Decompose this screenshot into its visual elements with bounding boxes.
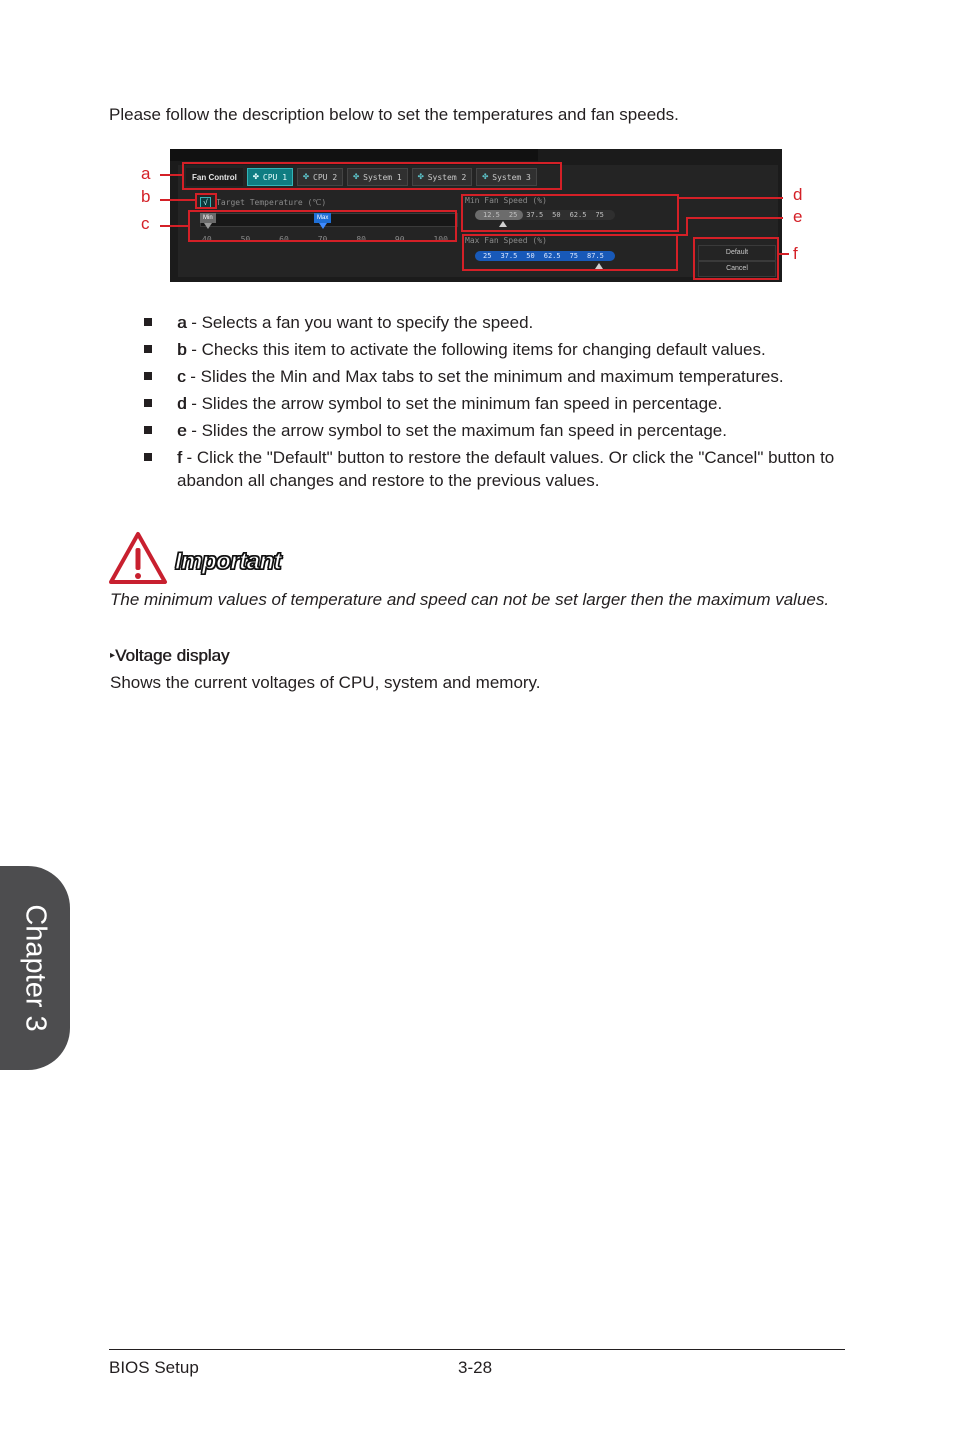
intro-text: Please follow the description below to set the temperatures and fan speeds.	[109, 105, 679, 124]
speed-value: 25	[483, 252, 492, 260]
callout-line-f	[779, 253, 789, 255]
bullet-square	[144, 453, 152, 461]
min-temperature-thumb[interactable]: Min	[200, 213, 216, 223]
speed-value: 50	[552, 211, 561, 219]
tick-label: 50	[240, 235, 251, 244]
cancel-button[interactable]: Cancel	[698, 261, 776, 277]
fan-icon: ✤	[252, 171, 259, 182]
bullet-text: - Selects a fan you want to specify the speed.	[186, 313, 534, 332]
bullet-square	[144, 399, 152, 407]
tab-label: System 3	[492, 172, 531, 182]
bullet-key: f	[177, 448, 182, 467]
callout-description-list	[144, 311, 864, 496]
fan-icon: ✤	[353, 171, 360, 182]
warning-icon	[108, 530, 168, 586]
callout-line-e	[686, 217, 783, 219]
callout-letter-a: a	[141, 164, 151, 183]
bullet-key: b	[177, 340, 187, 359]
screenshot-top-strip	[170, 149, 538, 161]
callout-line-d	[679, 197, 783, 199]
fan-control-label: Fan Control	[186, 168, 243, 186]
callout-line-e-joint	[678, 234, 688, 236]
bullet-square	[144, 345, 152, 353]
callout-box-f	[693, 237, 779, 280]
bullet-text: - Click the "Default" button to restore the default values. Or click the "Cancel" button to abandon all changes and restore to the previous values.	[177, 448, 835, 490]
voltage-display-description: Shows the current voltages of CPU, system and memory.	[110, 673, 541, 692]
tab-label: CPU 2	[313, 172, 338, 182]
target-temperature-checkbox[interactable]: √	[200, 197, 211, 208]
max-fan-speed-label: Max Fan Speed (%)	[465, 236, 547, 245]
speed-value: 50	[526, 252, 535, 260]
callout-box-c	[188, 210, 457, 242]
fan-icon: ✤	[303, 171, 310, 182]
callout-letter-e: e	[793, 207, 803, 226]
speed-value: 12.5	[483, 211, 500, 219]
list-item	[144, 338, 864, 361]
list-item	[144, 365, 864, 388]
bullet-square	[144, 426, 152, 434]
speed-value: 62.5	[569, 211, 587, 219]
bullet-key: e	[177, 421, 187, 440]
chapter-label: Chapter 3	[19, 904, 52, 1032]
tick-label: 60	[279, 235, 289, 244]
speed-value: 75	[595, 211, 604, 219]
callout-line-a	[160, 174, 182, 176]
voltage-heading-text: Voltage display	[115, 646, 230, 665]
voltage-display-heading	[110, 645, 229, 667]
speed-value: 37.5	[500, 252, 518, 260]
bullet-square	[144, 372, 152, 380]
tick-label: 70	[317, 235, 328, 244]
callout-letter-c: c	[141, 214, 150, 233]
fan-icon: ✤	[482, 171, 489, 182]
tick-label: 100	[433, 235, 448, 244]
fan-icon: ✤	[417, 171, 424, 182]
bullet-square	[144, 318, 152, 326]
speed-value: 75	[569, 252, 579, 260]
list-item	[144, 446, 864, 492]
bullet-key: d	[177, 394, 187, 413]
tab-label: System 1	[363, 172, 402, 182]
callout-box-a	[182, 162, 562, 190]
tab-label: CPU 1	[262, 172, 288, 182]
speed-value: 25	[508, 211, 518, 219]
callout-letter-b: b	[141, 187, 151, 206]
bullet-text: - Slides the Min and Max tabs to set the minimum and maximum temperatures.	[185, 367, 784, 386]
bullet-key: c	[177, 367, 186, 386]
list-item	[144, 311, 864, 334]
callout-box-e	[462, 234, 678, 271]
callout-box-d	[461, 194, 679, 232]
list-item	[144, 419, 864, 442]
target-temperature-label: Target Temperature (℃)	[216, 198, 327, 207]
default-button[interactable]: Default	[698, 245, 776, 261]
callout-line-b	[160, 199, 195, 201]
bullet-text: - Checks this item to activate the following items for changing default values.	[186, 340, 766, 359]
list-item	[144, 392, 864, 415]
tick-label: 40	[202, 235, 212, 244]
tab-label: System 2	[427, 172, 467, 182]
bullet-text: - Slides the arrow symbol to set the maximum fan speed in percentage.	[186, 421, 727, 440]
callout-line-c	[160, 225, 188, 227]
page-number: 3-28	[458, 1358, 493, 1377]
footer-rule	[109, 1349, 845, 1350]
callout-box-b	[195, 193, 217, 209]
tick-label: 90	[394, 235, 405, 244]
important-note: The minimum values of temperature and speed can not be set larger then the maximum values.	[110, 590, 830, 609]
bullet-key: a	[177, 313, 187, 332]
callout-letter-d: d	[793, 185, 803, 204]
max-temperature-thumb[interactable]: Max	[314, 213, 331, 223]
bullet-text: - Slides the arrow symbol to set the minimum fan speed in percentage.	[186, 394, 723, 413]
footer-section-title: BIOS Setup	[109, 1358, 199, 1377]
tick-label: 80	[356, 235, 366, 244]
speed-value: 62.5	[543, 252, 561, 260]
min-fan-speed-label: Min Fan Speed (%)	[465, 196, 547, 205]
triangle-bullet-icon: ▸	[110, 650, 116, 661]
important-heading: Important	[175, 548, 282, 575]
speed-value: 37.5	[526, 211, 544, 219]
speed-value: 87.5	[587, 252, 604, 260]
callout-letter-f: f	[793, 244, 798, 263]
